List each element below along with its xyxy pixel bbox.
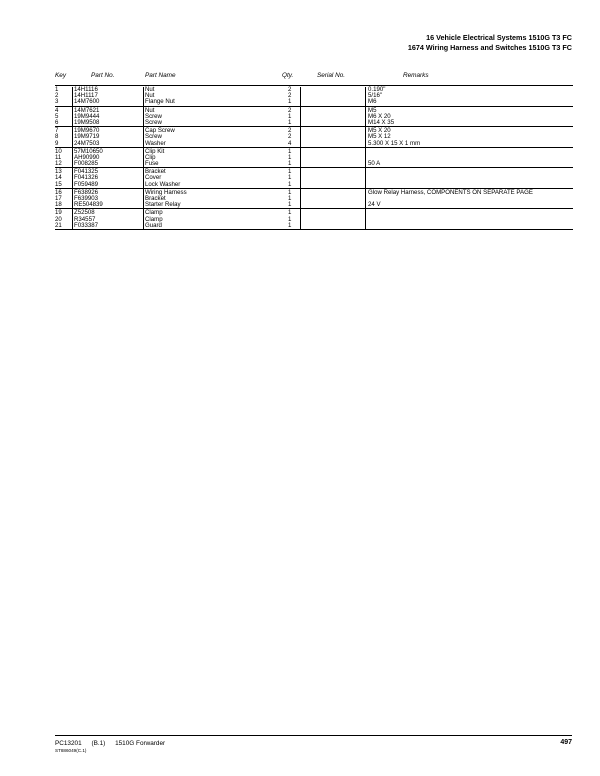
cell-key: 16 bbox=[55, 188, 62, 196]
row-group bbox=[55, 128, 573, 148]
cell-remarks: 50 A bbox=[368, 160, 381, 168]
cell-key: 2 bbox=[55, 92, 59, 100]
cell-qty: 2 bbox=[288, 133, 292, 141]
cell-qty: 1 bbox=[288, 209, 292, 217]
cell-qty: 2 bbox=[288, 127, 292, 135]
cell-part-no: F041326 bbox=[74, 174, 99, 182]
cell-part-name: Cap Screw bbox=[145, 127, 175, 135]
cell-key: 5 bbox=[55, 112, 59, 120]
cell-part-name: Screw bbox=[145, 112, 162, 120]
cell-part-name: Bracket bbox=[145, 168, 166, 176]
cell-part-name: Screw bbox=[145, 118, 162, 126]
cell-key: 8 bbox=[55, 133, 59, 141]
cell-part-no: 14H1116 bbox=[74, 86, 98, 93]
table-row bbox=[55, 99, 573, 105]
cell-part-no: 19M9508 bbox=[74, 118, 100, 126]
cell-part-no: 19M9719 bbox=[74, 133, 100, 141]
cell-remarks: M6 X 20 bbox=[368, 112, 391, 120]
cell-remarks: 5/16" bbox=[368, 92, 383, 100]
cell-part-name: Screw bbox=[145, 133, 162, 141]
cell-key: 1 bbox=[55, 86, 59, 93]
footer-revision: (B.1) bbox=[91, 740, 106, 747]
cell-qty: 1 bbox=[288, 188, 292, 196]
cell-qty: 2 bbox=[288, 86, 292, 93]
cell-key: 3 bbox=[55, 98, 59, 106]
cell-remarks: 24 V bbox=[368, 201, 381, 209]
cell-key: 15 bbox=[55, 180, 62, 188]
column-header-key: Key bbox=[55, 72, 67, 79]
cell-remarks: 0.190" bbox=[368, 86, 386, 93]
table-header bbox=[55, 72, 573, 86]
table-row bbox=[55, 141, 573, 147]
cell-part-no: 14H1117 bbox=[74, 92, 98, 100]
column-header-qty: Qty. bbox=[282, 72, 294, 79]
cell-part-name: Clamp bbox=[145, 215, 163, 223]
cell-part-no: 19M9444 bbox=[74, 112, 100, 120]
footer-info bbox=[55, 740, 173, 747]
cell-part-no: 57M10650 bbox=[74, 147, 103, 155]
cell-part-name: Guard bbox=[145, 221, 162, 229]
cell-qty: 1 bbox=[288, 98, 292, 106]
cell-part-name: Nut bbox=[145, 92, 155, 100]
column-header-part-name: Part Name bbox=[145, 72, 176, 79]
cell-key: 9 bbox=[55, 139, 59, 147]
cell-part-name: Nut bbox=[145, 86, 155, 93]
cell-qty: 2 bbox=[288, 106, 292, 114]
cell-part-no: F639903 bbox=[74, 195, 99, 202]
cell-remarks: M6 bbox=[368, 98, 377, 106]
table-row bbox=[55, 223, 573, 229]
cell-key: 11 bbox=[55, 153, 62, 161]
page-number: 497 bbox=[560, 739, 572, 746]
cell-qty: 1 bbox=[288, 201, 292, 209]
table-row bbox=[55, 120, 573, 126]
cell-part-no: F059489 bbox=[74, 180, 99, 188]
cell-qty: 1 bbox=[288, 195, 292, 202]
cell-part-name: Clip Kit bbox=[145, 147, 165, 155]
cell-qty: 1 bbox=[288, 221, 292, 229]
parts-table bbox=[55, 72, 573, 230]
cell-remarks: M5 X 12 bbox=[368, 133, 391, 141]
cell-key: 12 bbox=[55, 160, 62, 168]
cell-part-name: Fuse bbox=[145, 160, 159, 168]
cell-part-name: Bracket bbox=[145, 195, 166, 202]
cell-key: 6 bbox=[55, 118, 59, 126]
cell-qty: 1 bbox=[288, 174, 292, 182]
cell-key: 20 bbox=[55, 215, 62, 223]
page-header bbox=[408, 33, 572, 52]
cell-qty: 4 bbox=[288, 139, 292, 147]
cell-key: 19 bbox=[55, 209, 62, 217]
cell-part-name: Clip bbox=[145, 153, 156, 161]
cell-part-name: Wiring Harness bbox=[145, 188, 187, 196]
cell-part-name: Starter Relay bbox=[145, 201, 181, 209]
cell-part-name: Cover bbox=[145, 174, 162, 182]
table-body bbox=[55, 87, 573, 230]
footer-code: ST886049(C.1) bbox=[55, 748, 87, 753]
cell-part-no: 19M9670 bbox=[74, 127, 100, 135]
table-row bbox=[55, 182, 573, 188]
cell-part-no: RE504839 bbox=[74, 201, 103, 209]
footer-model: 1510G Forwarder bbox=[115, 740, 166, 747]
cell-qty: 1 bbox=[288, 153, 292, 161]
cell-qty: 1 bbox=[288, 180, 292, 188]
page-footer bbox=[55, 735, 572, 753]
column-header-part-no: Part No. bbox=[91, 72, 115, 79]
cell-key: 21 bbox=[55, 221, 62, 229]
cell-part-no: 24M7503 bbox=[74, 139, 100, 147]
table-row bbox=[55, 202, 573, 208]
cell-part-no: F033387 bbox=[74, 221, 99, 229]
subsection-title: 1674 Wiring Harness and Switches 1510G T3 FC bbox=[407, 42, 572, 52]
cell-part-no: F008285 bbox=[74, 160, 99, 168]
cell-remarks: M5 bbox=[368, 106, 377, 114]
cell-qty: 1 bbox=[288, 168, 292, 176]
cell-key: 17 bbox=[55, 195, 62, 202]
cell-part-no: AH90990 bbox=[74, 153, 100, 161]
cell-remarks: Glow Relay Harness, COMPONENTS ON SEPARATE PAGE bbox=[368, 188, 533, 196]
cell-qty: 1 bbox=[288, 112, 292, 120]
footer-doc-number: PC13201 bbox=[55, 740, 82, 747]
cell-qty: 1 bbox=[288, 118, 292, 126]
cell-part-name: Lock Washer bbox=[145, 180, 181, 188]
column-header-serial-no: Serial No. bbox=[317, 72, 346, 79]
cell-part-no: F638926 bbox=[74, 188, 99, 196]
column-header-remarks: Remarks bbox=[403, 72, 429, 79]
cell-qty: 2 bbox=[288, 92, 292, 100]
table-row bbox=[55, 161, 573, 167]
row-group bbox=[55, 190, 573, 210]
cell-key: 10 bbox=[55, 147, 62, 155]
cell-key: 4 bbox=[55, 106, 59, 114]
cell-part-no: R34557 bbox=[74, 215, 96, 223]
cell-part-no: 14M7600 bbox=[74, 98, 100, 106]
cell-key: 13 bbox=[55, 168, 62, 176]
row-group bbox=[55, 87, 573, 107]
cell-remarks: M5 X 20 bbox=[368, 127, 391, 135]
cell-remarks: M14 X 35 bbox=[368, 118, 395, 126]
cell-key: 7 bbox=[55, 127, 59, 135]
row-group bbox=[55, 149, 573, 169]
cell-key: 14 bbox=[55, 174, 62, 182]
cell-part-no: 14M7621 bbox=[74, 106, 100, 114]
cell-key: 18 bbox=[55, 201, 62, 209]
cell-part-name: Clamp bbox=[145, 209, 163, 217]
row-group bbox=[55, 108, 573, 128]
cell-qty: 1 bbox=[288, 147, 292, 155]
cell-part-no: Z52508 bbox=[74, 209, 95, 217]
cell-qty: 1 bbox=[288, 215, 292, 223]
cell-part-name: Flange Nut bbox=[145, 98, 175, 106]
row-group bbox=[55, 210, 573, 230]
cell-remarks: 5.300 X 15 X 1 mm bbox=[368, 139, 421, 147]
row-group bbox=[55, 169, 573, 189]
cell-qty: 1 bbox=[288, 160, 292, 168]
cell-part-name: Washer bbox=[145, 139, 166, 147]
section-title: 16 Vehicle Electrical Systems 1510G T3 FC bbox=[426, 33, 572, 42]
cell-part-name: Nut bbox=[145, 106, 155, 114]
cell-part-no: F041325 bbox=[74, 168, 99, 176]
